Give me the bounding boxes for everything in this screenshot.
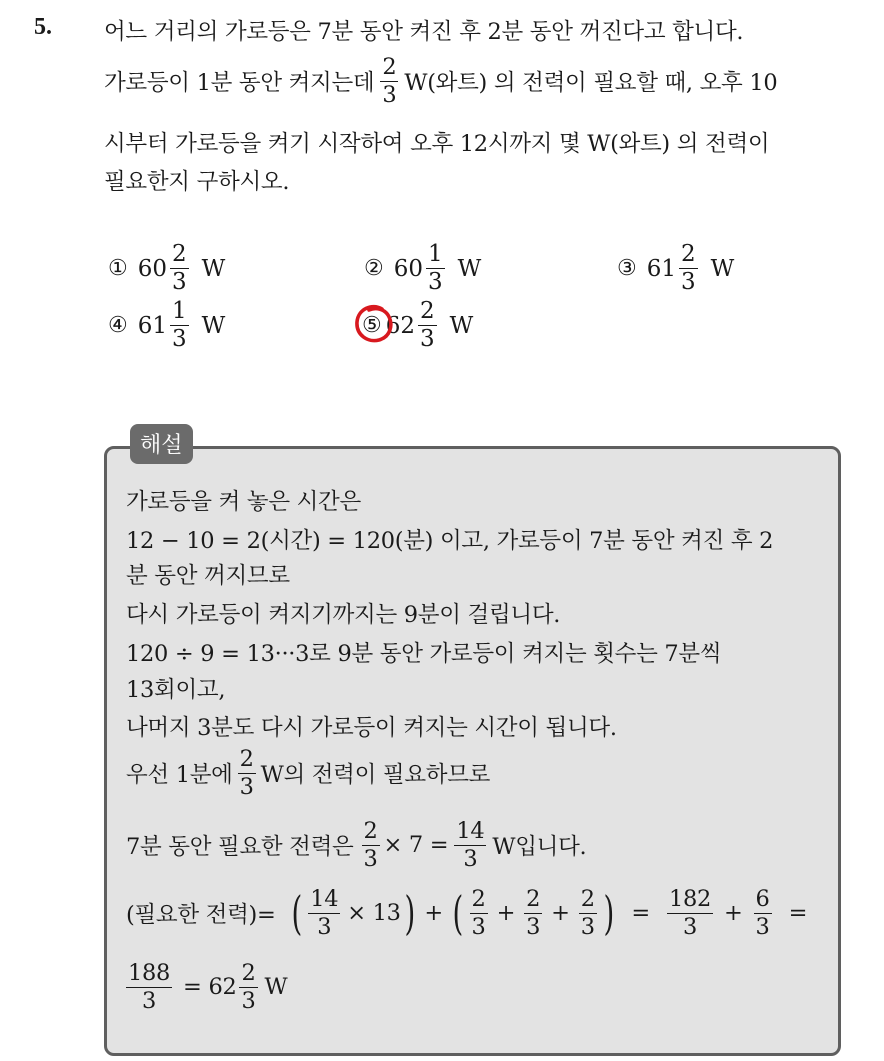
numerator: 2 [526,886,541,912]
choice-unit: W [449,312,474,339]
close-paren: ) [603,886,614,940]
equals-62: = 62 [183,974,237,1000]
question-line-2-text-end: W(와트) 의 전력이 필요할 때, 오후 10 [404,70,778,96]
fraction [754,888,772,938]
denominator: 3 [317,913,332,940]
plus-sign: + [723,900,743,926]
numerator: 188 [128,960,171,986]
denominator: 3 [363,845,378,872]
open-paren: ( [291,886,302,940]
choice-whole: 61 [646,255,677,282]
denominator: 3 [463,845,478,872]
denominator: 3 [172,326,187,352]
choice-unit: W [201,312,226,339]
denominator: 3 [142,987,157,1014]
equals-sign: = [788,900,808,926]
solution-line-3: 분 동안 꺼지므로 [126,563,290,589]
numerator: 2 [172,241,187,267]
solution-line-11 [126,962,287,1012]
choice-mark: ① [108,256,128,281]
plus-sign: + [551,900,570,926]
solution-line-4: 다시 가로등이 켜지기까지는 9분이 걸립니다. [126,602,561,628]
solution-tag: 해설 [130,424,193,464]
solution-line-10 [126,888,807,938]
solution-line-9-times: × 7 = [383,832,449,858]
choice-fraction [679,243,698,294]
denominator: 3 [681,269,696,295]
numerator: 14 [310,886,339,912]
fraction [470,888,488,938]
numerator: 2 [382,54,397,80]
choice-whole: 61 [137,312,168,339]
denominator: 3 [382,81,397,108]
choice-mark: ② [364,256,384,281]
open-paren: ( [452,886,464,940]
choice-3[interactable] [617,243,734,294]
numerator: 2 [241,960,256,986]
question-line-4: 필요한지 구하시오. [104,169,290,195]
plus-sign: + [496,900,516,926]
numerator: 182 [668,886,711,912]
numerator: 14 [456,818,485,844]
fraction [238,748,256,798]
numerator: 2 [420,298,435,324]
denominator: 3 [755,913,770,940]
fraction [380,56,398,106]
solution-line-5: 120 ÷ 9 = 13···3로 9분 동안 가로등이 켜지는 횟수는 7분씩 [126,641,722,667]
unit-w: W [264,974,288,1000]
denominator: 3 [241,987,256,1014]
fraction [126,962,172,1012]
denominator: 3 [682,913,697,940]
question-line-2 [104,56,777,106]
denominator: 3 [471,913,486,940]
choice-mark: ④ [108,313,128,338]
choice-fraction [170,300,189,351]
choice-fraction [418,300,437,351]
numerator: 1 [172,298,187,324]
choice-4[interactable] [108,300,225,351]
fraction [524,888,542,938]
solution-line-1: 가로등을 켜 놓은 시간은 [126,489,361,515]
question-line-1: 어느 거리의 가로등은 7분 동안 켜진 후 2분 동안 꺼진다고 합니다. [104,19,744,45]
fraction [579,888,597,938]
numerator: 2 [471,886,486,912]
solution-line-9-text-end: W입니다. [492,834,587,860]
denominator: 3 [428,269,443,295]
choice-whole: 60 [137,255,168,282]
numerator: 2 [580,886,595,912]
denominator: 3 [172,269,187,295]
question-number: 5. [34,14,52,40]
choice-unit: W [457,255,482,282]
choice-whole: 60 [393,255,424,282]
choice-2[interactable] [364,243,481,294]
fraction [667,888,713,938]
solution-line-2: 12 − 10 = 2(시간) = 120(분) 이고, 가로등이 7분 동안 켜진 후 2 [126,528,774,554]
numerator: 6 [755,886,770,912]
solution-line-6: 13회이고, [126,677,226,703]
choice-fraction [426,243,445,294]
choice-unit: W [201,255,226,282]
choice-unit: W [710,255,735,282]
solution-line-8-text-end: W의 전력이 필요하므로 [260,762,491,788]
solution-line-7: 나머지 3분도 다시 가로등이 켜지는 시간이 됩니다. [126,715,617,741]
equals-sign: = [631,900,650,926]
fraction [362,820,380,870]
choice-1[interactable] [108,243,225,294]
answer-circle-mark [352,303,396,345]
solution-line-9 [126,820,586,870]
plus-sign: + [424,900,443,926]
times-13: × 13 [347,900,401,926]
solution-line-8-text: 우선 1분에 [126,762,233,788]
choice-fraction [170,243,189,294]
numerator: 2 [239,746,254,772]
question-line-3: 시부터 가로등을 켜기 시작하여 오후 12시까지 몇 W(와트) 의 전력이 [104,131,770,157]
choice-whole: 62 [385,312,416,339]
choice-mark: ⑤ [362,313,382,338]
denominator: 3 [420,326,435,352]
numerator: 2 [363,818,378,844]
question-line-2-text: 가로등이 1분 동안 켜지는데 [104,70,375,96]
fraction [454,820,486,870]
fraction [239,962,257,1012]
numerator: 2 [681,241,696,267]
denominator: 3 [239,773,254,800]
fraction [308,888,340,938]
solution-line-9-text: 7분 동안 필요한 전력은 [126,834,354,860]
denominator: 3 [526,913,541,940]
denominator: 3 [580,913,595,940]
solution-line-8 [126,748,490,798]
solution-line-10-text: (필요한 전력)= [126,902,276,928]
close-paren: ) [404,886,415,940]
numerator: 1 [428,241,443,267]
choice-mark: ③ [617,256,637,281]
